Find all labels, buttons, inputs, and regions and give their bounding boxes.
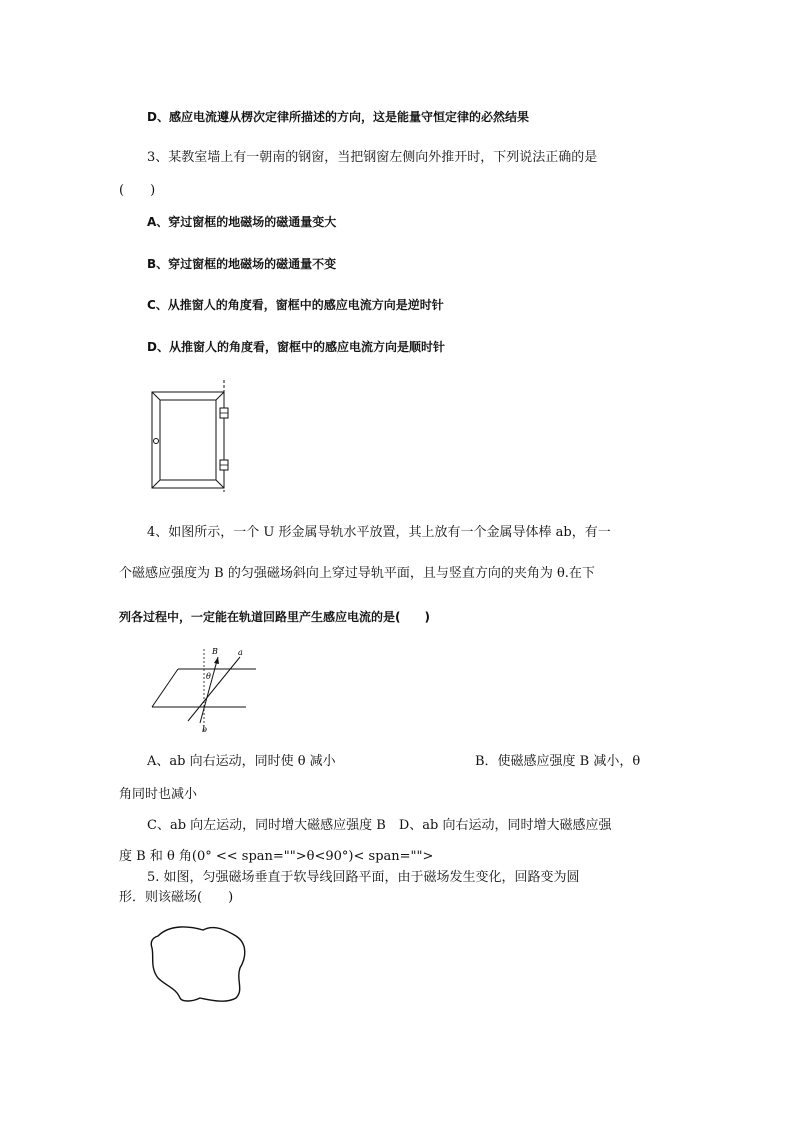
question-4-stem-3: 列各过程中，一定能在轨道回路里产生感应电流的是( )	[119, 610, 430, 624]
question-5-stem-2: 形．则该磁场( )	[119, 890, 234, 905]
question-3-option-c: C、从推窗人的角度看，窗框中的感应电流方向是逆时针	[147, 298, 444, 312]
rails-label-a: a	[238, 648, 243, 657]
question-5-stem: 5. 如图，匀强磁场垂直于软导线回路平面，由于磁场发生变化，回路变为圆	[147, 870, 580, 885]
rails-label-b-field: B	[212, 647, 218, 656]
question-4-option-b-cont: 角同时也减小	[119, 787, 198, 802]
rails-label-theta: θ	[206, 672, 211, 681]
rails-figure	[150, 643, 265, 736]
line-option-d: D、感应电流遵从楞次定律所描述的方向，这是能量守恒定律的必然结果	[147, 110, 529, 124]
question-3-option-b: B、穿过窗框的地磁场的磁通量不变	[147, 257, 337, 271]
question-4-option-b: B．使磁感应强度 B 减小，θ	[475, 754, 641, 769]
question-3-option-a: A、穿过窗框的地磁场的磁通量变大	[147, 215, 337, 229]
question-4-stem-1: 4、如图所示，一个 U 形金属导轨水平放置，其上放有一个金属导体棒 ab，有一	[147, 525, 611, 540]
question-3-option-d: D、从推窗人的角度看，窗框中的感应电流方向是顺时针	[147, 340, 445, 354]
question-3-stem: 3、某教室墙上有一朝南的钢窗，当把钢窗左侧向外推开时，下列说法正确的是	[147, 150, 598, 165]
rails-label-b-end: b	[202, 725, 208, 734]
question-4-option-a: A、ab 向右运动，同时使 θ 减小	[147, 754, 336, 769]
question-3-paren: ( )	[119, 183, 156, 198]
question-4-option-cd: C、ab 向左运动，同时增大磁感应强度 B D、ab 向右运动，同时增大磁感应强	[147, 818, 612, 833]
question-4-stem-2: 个磁感应强度为 B 的匀强磁场斜向上穿过导轨平面，且与竖直方向的夹角为 θ.在下	[119, 566, 595, 581]
question-4-option-d-cont: 度 B 和 θ 角(0° << span="">θ<90°)< span="">	[119, 849, 434, 864]
window-frame-figure	[148, 378, 238, 494]
wire-loop-figure	[148, 922, 253, 1004]
